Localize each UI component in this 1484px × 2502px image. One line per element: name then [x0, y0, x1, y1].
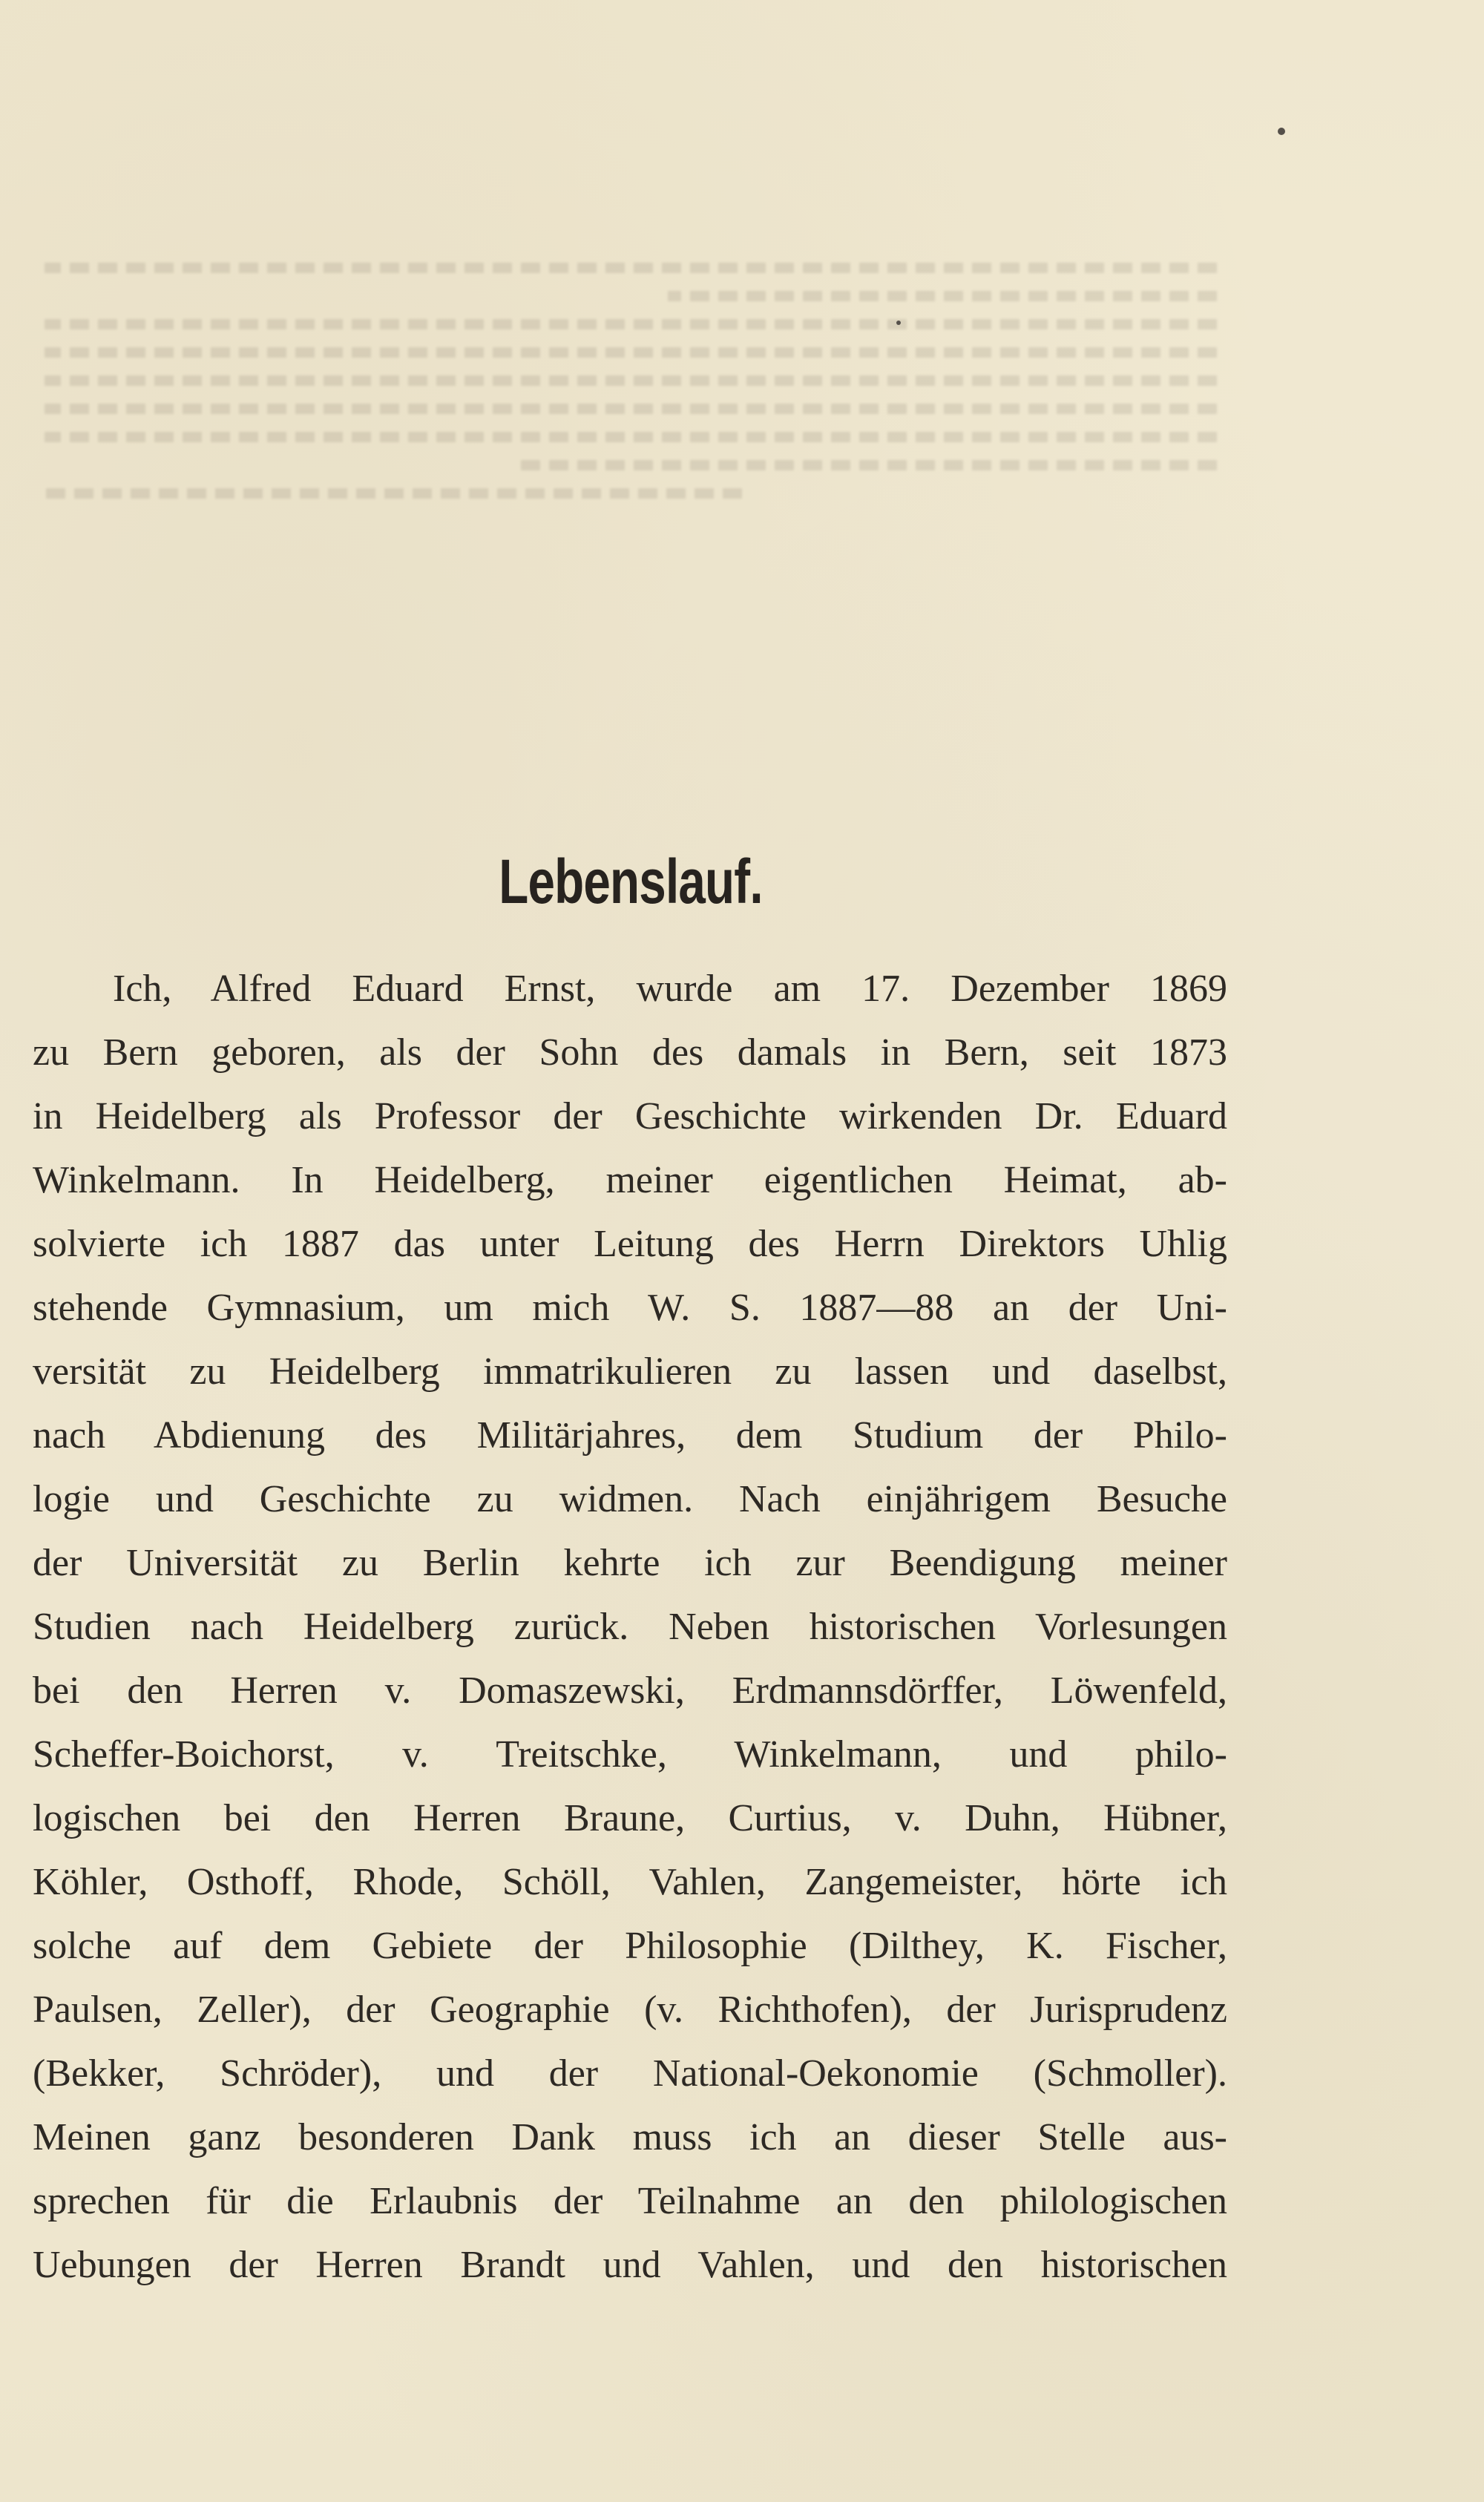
- text-line: Köhler, Osthoff, Rhode, Schöll, Vahlen, Zangemeister, hörte ich: [33, 1861, 1227, 1903]
- text-line: Meinen ganz besonderen Dank muss ich an dieser Stelle aus-: [33, 2116, 1227, 2158]
- text-line: in Heidelberg als Professor der Geschichte wirkenden Dr. Eduard: [33, 1095, 1227, 1137]
- text-line: logischen bei den Herren Braune, Curtius, v. Duhn, Hübner,: [33, 1797, 1227, 1839]
- ghost-line: [45, 263, 1217, 273]
- ghost-line: [45, 319, 1217, 329]
- text-line: Paulsen, Zeller), der Geographie (v. Richthofen), der Jurisprudenz: [33, 1989, 1227, 2031]
- text-line: logie und Geschichte zu widmen. Nach einjährigem Besuche: [33, 1478, 1227, 1520]
- ghost-line: [45, 432, 1217, 442]
- text-line: solche auf dem Gebiete der Philosophie (Dilthey, K. Fischer,: [33, 1925, 1227, 1967]
- text-line: (Bekker, Schröder), und der National-Oekonomie (Schmoller).: [33, 2052, 1227, 2095]
- text-line: Studien nach Heidelberg zurück. Neben historischen Vorlesungen: [33, 1606, 1227, 1648]
- page-title: Lebenslauf.: [499, 847, 763, 916]
- text-line: Scheffer-Boichorst, v. Treitschke, Winkelmann, und philo-: [33, 1733, 1227, 1776]
- ghost-line: [45, 375, 1217, 386]
- text-line: stehende Gymnasium, um mich W. S. 1887—88 an der Uni-: [33, 1287, 1227, 1329]
- text-line: zu Bern geboren, als der Sohn des damals in Bern, seit 1873: [33, 1031, 1227, 1074]
- paper-speck: [1278, 128, 1285, 135]
- text-line: nach Abdienung des Militärjahres, dem Studium der Philo-: [33, 1414, 1227, 1457]
- body-text: [33, 957, 1227, 2297]
- text-line: Ich, Alfred Eduard Ernst, wurde am 17. Dezember 1869: [113, 968, 1227, 1010]
- text-line: sprechen für die Erlaubnis der Teilnahme an den philologischen: [33, 2180, 1227, 2222]
- paper-speck: [896, 321, 901, 325]
- ghost-line: [45, 404, 1217, 414]
- ghost-line: [45, 347, 1217, 358]
- text-line: solvierte ich 1887 das unter Leitung des Herrn Direktors Uhlig: [33, 1223, 1227, 1265]
- text-line: Winkelmann. In Heidelberg, meiner eigentlichen Heimat, ab-: [33, 1159, 1227, 1201]
- ghost-line: [519, 460, 1217, 470]
- text-line: Uebungen der Herren Brandt und Vahlen, und den historischen: [33, 2244, 1227, 2286]
- text-line: versität zu Heidelberg immatrikulieren zu lassen und daselbst,: [33, 1350, 1227, 1393]
- text-line: bei den Herren v. Domaszewski, Erdmannsdörffer, Löwenfeld,: [33, 1669, 1227, 1712]
- text-line: der Universität zu Berlin kehrte ich zur Beendigung meiner: [33, 1542, 1227, 1584]
- show-through-text: [0, 245, 1261, 853]
- ghost-line: [668, 291, 1217, 301]
- ghost-line: [45, 488, 742, 499]
